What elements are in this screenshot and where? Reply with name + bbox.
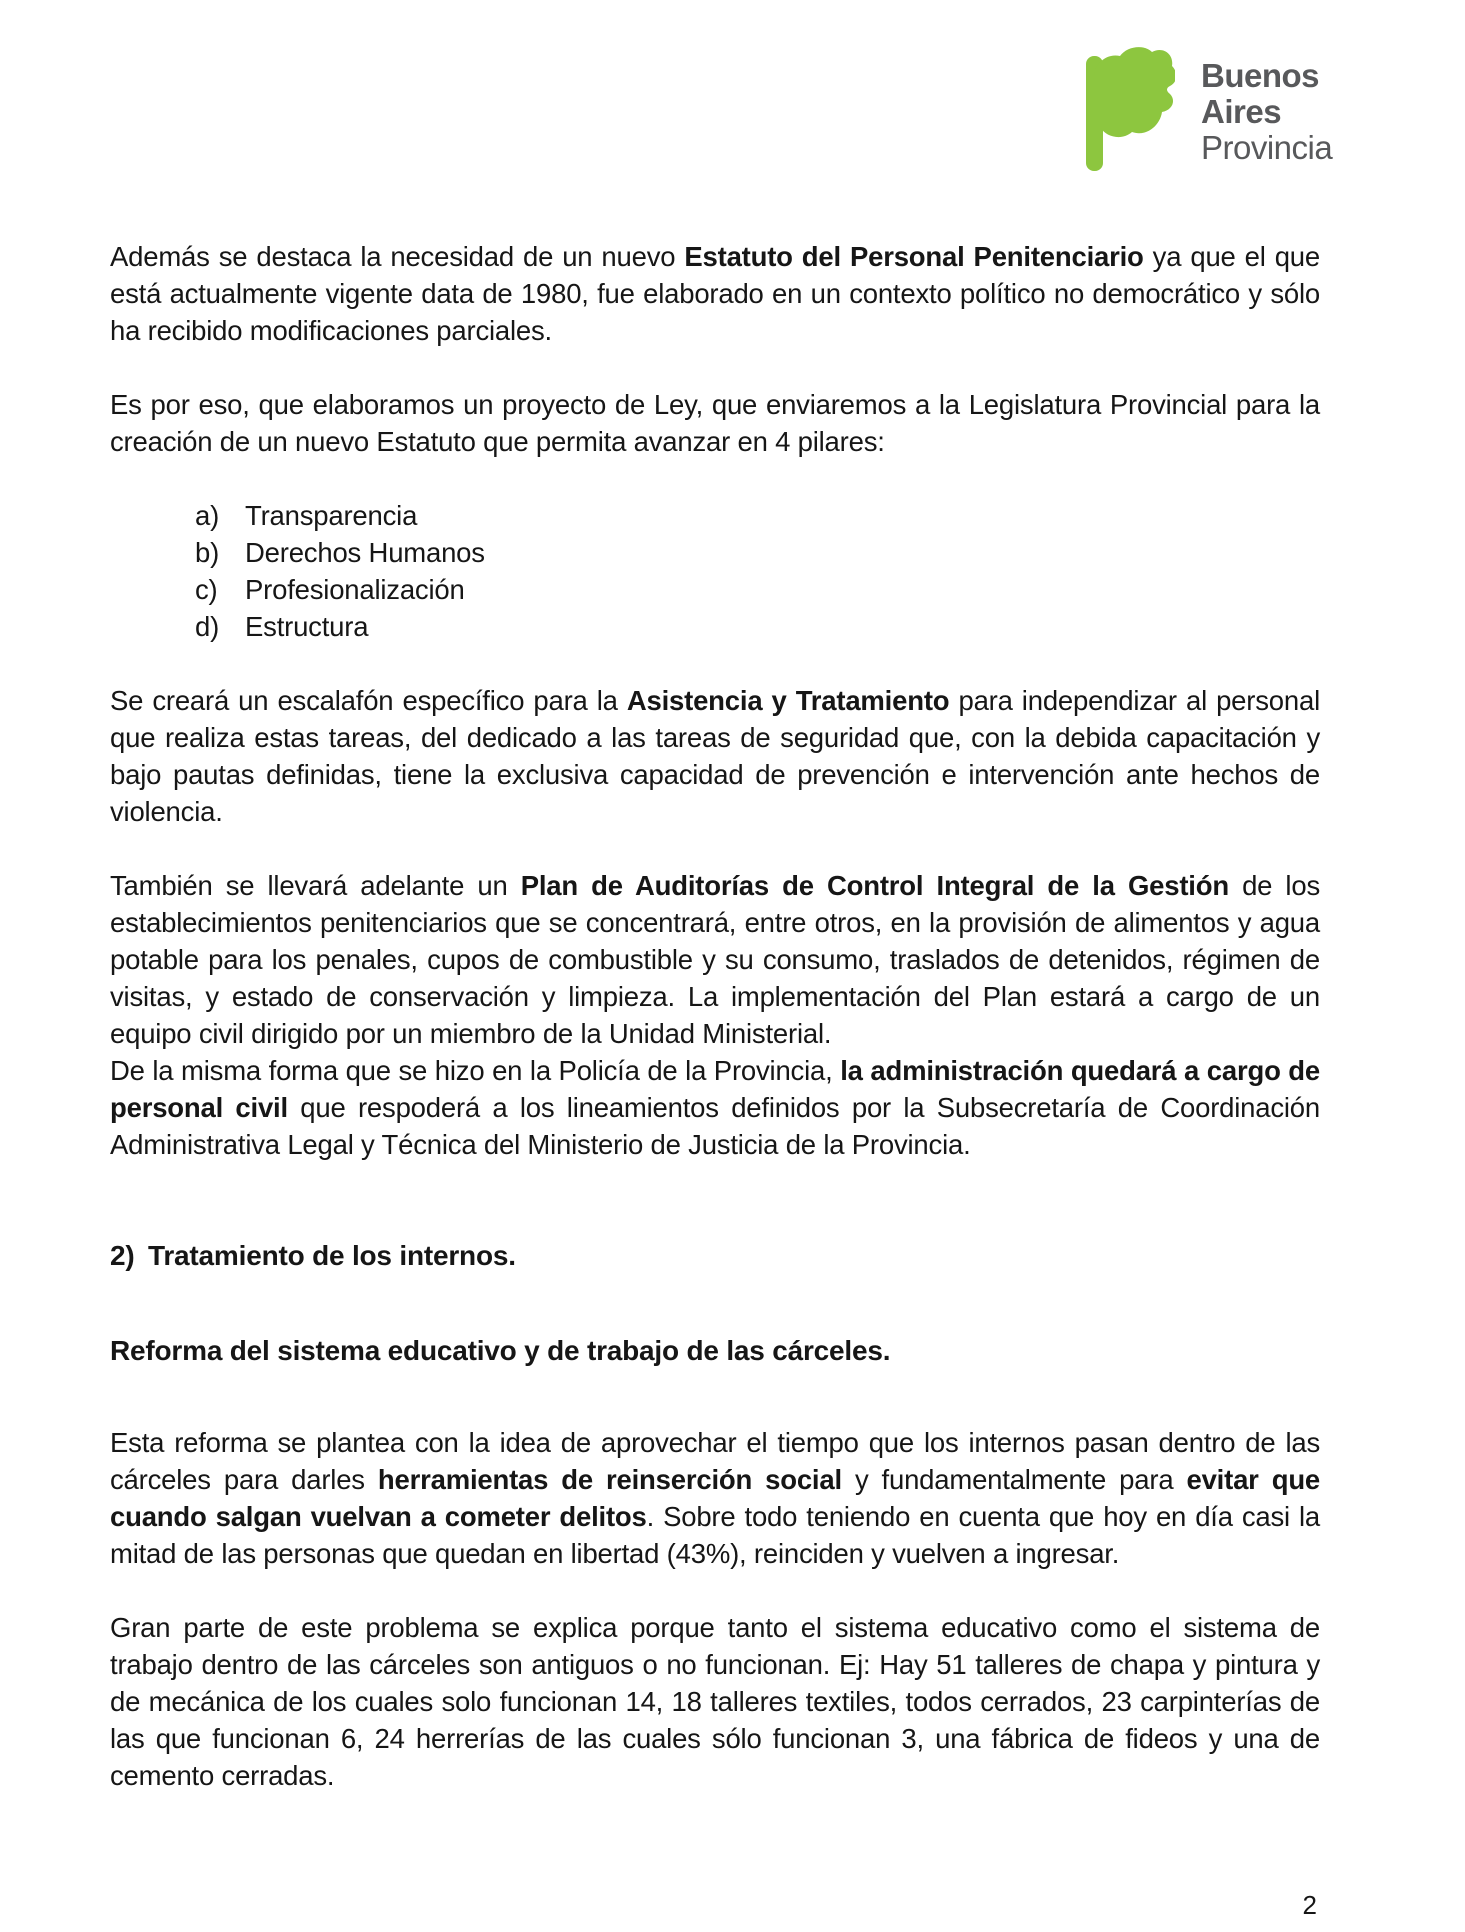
list-item <box>195 497 1320 534</box>
brand-line-buenos: Buenos <box>1201 57 1320 94</box>
list-item-label: Profesionalización <box>245 574 465 605</box>
brand-line-aires: Aires <box>1201 93 1282 130</box>
text-run: Esta reforma se plantea con la idea de aprovechar el tiempo que los internos pasan dentro de las cárceles para darles <box>110 1427 1320 1495</box>
subheading-reforma: Reforma del sistema educativo y de trabajo de las cárceles. <box>110 1335 891 1366</box>
text-run: que respoderá a los lineamientos definidos por la Subsecretaría de Coordinación Administrativa Legal y Técnica del Ministerio de Justicia de la Provincia. <box>110 1092 1320 1160</box>
list-item <box>195 534 1320 571</box>
page-number: 2 <box>1302 1890 1317 1920</box>
text-run: También se llevará adelante un <box>110 870 521 901</box>
heading-number: 2) <box>110 1240 135 1271</box>
paragraph-escalafon <box>110 682 1320 830</box>
list-item-label: Estructura <box>245 611 369 642</box>
list-marker: a) <box>195 500 220 531</box>
list-item <box>195 571 1320 608</box>
list-item-label: Transparencia <box>245 500 418 531</box>
paragraph-estatuto <box>110 238 1320 349</box>
list-marker: d) <box>195 611 220 642</box>
bold-text-run: herramientas de reinserción social <box>377 1464 842 1495</box>
text-run: y fundamentalmente para <box>841 1464 1187 1495</box>
text-run: Se creará un escalafón específico para la <box>110 685 627 716</box>
text-run: de los establecimientos penitenciarios que se concentrará, entre otros, en la provisión de alimentos y agua potable para los penales, cupos de combustible y su consumo, traslados de detenidos, régimen de visitas, y estado de conservación y limpieza. La implementación del Plan estará a cargo de un equipo civil dirigido por un miembro de la Unidad Ministerial. <box>110 870 1320 1049</box>
list-marker: b) <box>195 537 220 568</box>
list-item <box>195 608 1320 645</box>
bold-text-run: Plan de Auditorías de Control Integral de la Gestión <box>520 870 1229 901</box>
brand-line-provincia: Provincia <box>1201 129 1333 166</box>
text-run: para independizar al personal que realiza estas tareas, del dedicado a las tareas de seguridad que, con la debida capacitación y bajo pautas definidas, tiene la exclusiva capacidad de prevención e intervención ante hechos de violencia. <box>110 685 1320 827</box>
text-run: Es por eso, que elaboramos un proyecto de Ley, que enviaremos a la Legislatura Provincial para la creación de un nuevo Estatuto que permita avanzar en 4 pilares: <box>110 389 1320 457</box>
text-run: De la misma forma que se hizo en la Policía de la Provincia, <box>110 1055 841 1086</box>
text-run: Gran parte de este problema se explica porque tanto el sistema educativo como el sistema de trabajo dentro de las cárceles son antiguos o no funcionan. Ej: Hay 51 talleres de chapa y pintura y de mecánica de los cuales solo funcionan 14, 18 talleres textiles, todos cerrados, 23 carpinterías de las que funcionan 6, 24 herrerías de las cuales sólo funcionan 3, una fábrica de fideos y una de cemento cerradas. <box>110 1612 1320 1791</box>
paragraph-auditorias <box>110 867 1320 1052</box>
list-marker: c) <box>195 574 218 605</box>
bold-text-run: la administración quedará a cargo de personal civil <box>110 1055 1320 1123</box>
text-run: ya que el que está actualmente vigente data de 1980, fue elaborado en un contexto político no democrático y sólo ha recibido modificaciones parciales. <box>110 241 1320 346</box>
bold-text-run: Estatuto del Personal Penitenciario <box>684 241 1144 272</box>
text-run: . Sobre todo teniendo en cuenta que hoy en día casi la mitad de las personas que quedan en libertad (43%), reinciden y vuelven a ingresar. <box>110 1501 1321 1569</box>
bold-text-run: evitar que cuando salgan vuelvan a cometer delitos <box>110 1464 1321 1532</box>
text-run: Además se destaca la necesidad de un nuevo <box>110 241 685 272</box>
pillars-list <box>110 497 1320 645</box>
brand-logo <box>1086 44 1332 172</box>
paragraph-talleres <box>110 1609 1320 1794</box>
paragraph-administracion-civil <box>110 1052 1320 1163</box>
bold-text-run: Asistencia y Tratamiento <box>626 685 950 716</box>
buenos-aires-flag-icon <box>1086 44 1175 172</box>
brand-wordmark <box>1201 58 1332 166</box>
document-body <box>110 238 1320 1831</box>
paragraph-proyecto-ley <box>110 386 1320 460</box>
heading-text: Tratamiento de los internos. <box>148 1240 516 1271</box>
list-item-label: Derechos Humanos <box>245 537 485 568</box>
section-heading-tratamiento <box>110 1237 1320 1274</box>
paragraph-reinsercion <box>110 1424 1320 1572</box>
